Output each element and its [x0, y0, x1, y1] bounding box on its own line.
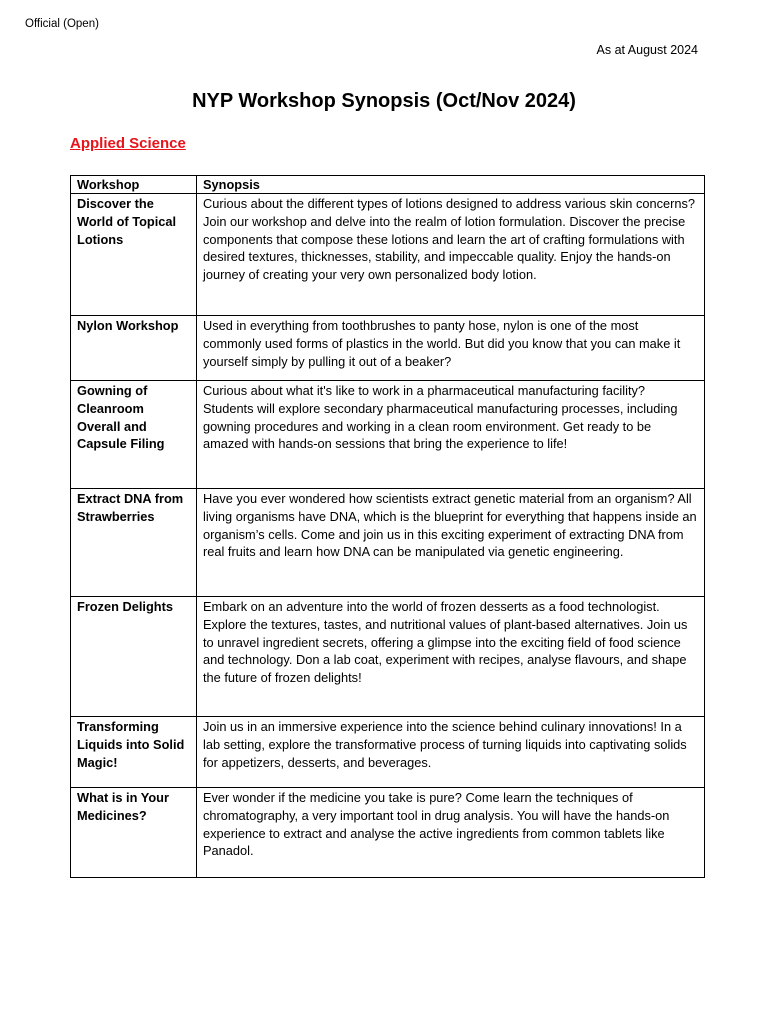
- table-row: [71, 316, 705, 381]
- classification-label: Official (Open): [25, 18, 99, 30]
- workshop-name: What is in Your Medicines?: [71, 788, 197, 878]
- page-title: NYP Workshop Synopsis (Oct/Nov 2024): [192, 90, 576, 112]
- table-row: [71, 597, 705, 717]
- workshop-synopsis: Have you ever wondered how scientists extract genetic material from an organism? All living organisms have DNA, which is the blueprint for everything that happens inside an organism’s cells. Come and join us in this exciting experiment of extracting DNA from real fruits and learn how DNA can be manipulated via genetic engineering.: [197, 489, 705, 597]
- table-header-row: [71, 176, 705, 194]
- workshop-synopsis: Curious about what it's like to work in a pharmaceutical manufacturing facility? Students will explore secondary pharmaceutical manufacturing processes, including gowning procedures and working in a clean room environment. Get ready to be amazed with hands-on sessions that bring the experience to life!: [197, 381, 705, 489]
- table-row: [71, 194, 705, 316]
- workshop-synopsis: Ever wonder if the medicine you take is pure? Come learn the techniques of chromatography, a very important tool in drug analysis. You will have the hands-on experience to extract and analyse the active ingredients from common tablets like Panadol.: [197, 788, 705, 878]
- column-header-workshop: Workshop: [71, 176, 197, 194]
- workshop-synopsis: Used in everything from toothbrushes to panty hose, nylon is one of the most commonly used forms of plastics in the world. But did you know that you can make it yourself simply by pulling it out of a beaker?: [197, 316, 705, 381]
- column-header-synopsis: Synopsis: [197, 176, 705, 194]
- as-at-date: As at August 2024: [596, 43, 698, 57]
- table-row: [71, 788, 705, 878]
- workshop-name: Nylon Workshop: [71, 316, 197, 381]
- workshop-name: Frozen Delights: [71, 597, 197, 717]
- workshop-synopsis: Embark on an adventure into the world of frozen desserts as a food technologist. Explore the textures, tastes, and nutritional values of plant-based alternatives. Join us to unravel ingredient secrets, offering a glimpse into the exciting field of food science and technology. Don a lab coat, experiment with recipes, analyse flavours, and shape the future of frozen delights!: [197, 597, 705, 717]
- workshop-synopsis: Join us in an immersive experience into the science behind culinary innovations! In a lab setting, explore the transformative process of turning liquids into captivating solids for appetizers, desserts, and beverages.: [197, 717, 705, 788]
- workshop-name: Discover the World of Topical Lotions: [71, 194, 197, 316]
- workshop-name: Gowning of Cleanroom Overall and Capsule Filing: [71, 381, 197, 489]
- table-row: [71, 717, 705, 788]
- section-heading-applied-science: Applied Science: [70, 135, 186, 152]
- table-row: [71, 489, 705, 597]
- workshop-table: [70, 175, 705, 878]
- workshop-name: Transforming Liquids into Solid Magic!: [71, 717, 197, 788]
- workshop-name: Extract DNA from Strawberries: [71, 489, 197, 597]
- workshop-synopsis: Curious about the different types of lotions designed to address various skin concerns? Join our workshop and delve into the realm of lotion formulation. Discover the precise components that compose these lotions and learn the art of crafting formulations with desired textures, thicknesses, stability, and impeccable quality. Enjoy the hands-on journey of creating your very own personalized body lotion.: [197, 194, 705, 316]
- table-row: [71, 381, 705, 489]
